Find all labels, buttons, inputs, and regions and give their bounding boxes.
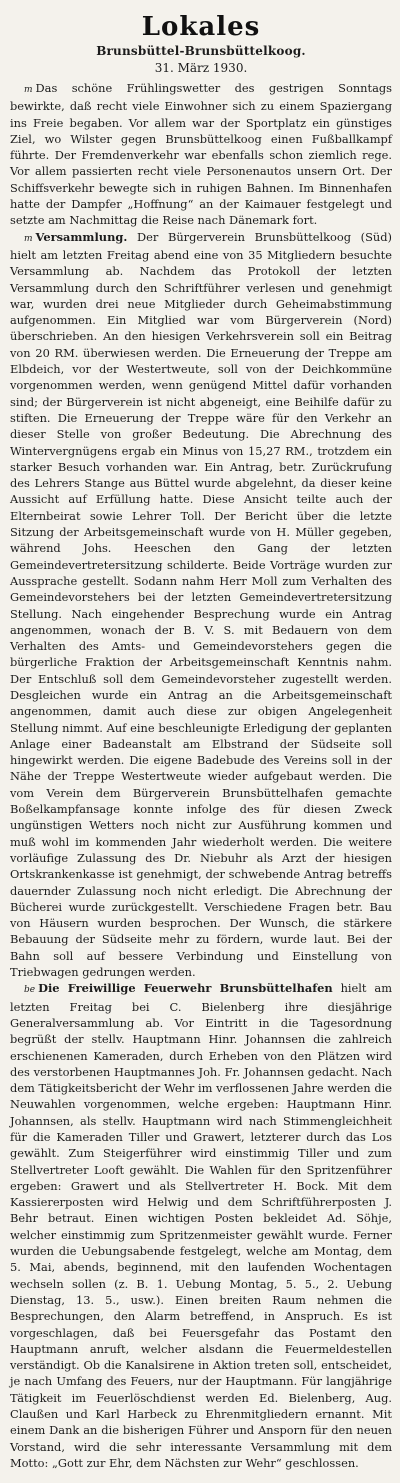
section-subtitle: Brunsbüttel-Brunsbüttelkoog. bbox=[96, 44, 306, 58]
section-date: 31. März 1930. bbox=[154, 61, 248, 75]
article-signature: be bbox=[24, 985, 36, 996]
article-fire-brigade bbox=[10, 980, 392, 1471]
article-body: hielt am letzten Freitag bei C. Bielenberg ihre diesjährige Generalversammlung ab. Vor Eintritt in die Tagesordnung begrüßt der stellv. Hauptmann Hinr. Johannsen die zahlreich erschienenen Kameraden, durch Erheben von den Plätzen wird des verstorbenen Hauptmannes Joh. Fr. Johannsen gedacht. Nach dem Tätigkeitsbericht der Wehr im verflossenen Jahre werden die Neuwahlen vorgenommen, welche ergeben: Hauptmann Hinr. Johannsen, als stellv. Hauptmann wird nach Stimmengleichheit für die Kameraden Tiller und Grawert, letzterer durch das Los gewählt. Zum Steigerführer wird einstimmig Tiller und zum Stellvertreter Looft gewählt. Die Wahlen für den Spritzenführer ergeben: Grawert und als Stellvertreter H. Bock. Mit dem Kassiererposten wird Helwig und dem Schriftführerposten J. Behr betraut. Einen wichtigen Posten bekleidet Ad. Söhje, welcher einstimmig zum Spritzenmeister gewählt wurde. Ferner wurden die Uebungsabende festgelegt, welche am Montag, dem 5. Mai, abends, beginnend, mit den laufenden Wochentagen wechseln sollen (z. B. 1. Uebung Montag, 5. 5., 2. Uebung Dienstag, 13. 5., usw.). Einen breiten Raum nehmen die Besprechungen, den Alarm betreffend, in Anspruch. Es ist vorgeschlagen, daß bei Feuersgefahr das Postamt den Hauptmann anruft, welcher alsdann die Feuermeldestellen verständigt. Ob die Kanalsirene in Aktion treten soll, entscheidet, je nach Umfang des Feuers, nur der Hauptmann. Für langjährige Tätigkeit im Feuerlöschdienst werden Ed. Bielenberg, Aug. Claußen und Karl Harbeck zu Ehrenmitgliedern ernannt. Mit einem Dank an die bisherigen Führer und Ansporn für den neuen Vorstand, wird die sehr interessante Versammlung mit dem Motto: „Gott zur Ehr, dem Nächsten zur Wehr“ geschlossen. bbox=[10, 981, 392, 1470]
article-weather bbox=[10, 80, 392, 229]
section-title: Lokales bbox=[141, 12, 261, 42]
article-signature: m bbox=[24, 85, 33, 95]
article-lead: Die Freiwillige Feuerwehr Brunsbüttelhafen bbox=[38, 981, 333, 996]
article-signature: m bbox=[24, 233, 33, 244]
article-lead: Versammlung. bbox=[35, 229, 128, 244]
article-body: Der Bürgerverein Brunsbüttelkoog (Süd) hielt am letzten Freitag abend eine von 35 Mitgliedern besuchte Versammlung ab. Nachdem das Protokoll der letzten Versammlung durch den Schriftführer verlesen und genehmigt war, wurden drei neue Mitglieder durch Geheimabstimmung aufgenommen. Ein Mitglied war vom Bürgerverein (Nord) überschrieben. An den hiesigen Verkehrsverein soll ein Beitrag von 20 RM. überwiesen werden. Die Erneuerung der Treppe am Elbdeich, vor der Westertweute, soll von der Deichkommüne vorgenommen werden, wenn genügend Mittel dafür vorhanden sind; der Bürgerverein ist nicht abgeneigt, eine Beihilfe dafür zu stiften. Die Erneuerung der Treppe wäre für den Verkehr an dieser Stelle von großer Bedeutung. Die Abrechnung des Wintervergnügens ergab ein Minus von 15,27 RM., trotzdem ein starker Besuch vorhanden war. Ein Antrag, betr. Zurückrufung des Lehrers Stange aus Büttel wurde abgelehnt, da dieser keine Aussicht auf Erfüllung hatte. Diese Ansicht teilte auch der Elternbeirat sowie Lehrer Toll. Der Bericht über die letzte Sitzung der Arbeitsgemeinschaft wurde von H. Müller gegeben, während Johs. Heeschen den Gang der letzten Gemeindevertretersitzung schilderte. Beide Vorträge wurden zur Aussprache gestellt. Sodann nahm Herr Moll zum Verhalten des Gemeindevorstehers bei der letzten Gemeindevertretersitzung Stellung. Nach eingehender Besprechung wurde ein Antrag angenommen, wonach der B. V. S. mit Bedauern von dem Verhalten des Amts- und Gemeindevorstehers gegen die bürgerliche Fraktion der Arbeitsgemeinschaft Kenntnis nahm. Der Entschluß soll dem Gemeindevorsteher zugestellt werden. Desgleichen wurde ein Antrag an die Arbeitsgemeinschaft angenommen, damit auch diese zur obigen Angelegenheit Stellung nimmt. Auf eine beschleunigte Erledigung der geplanten Anlage einer Badeanstalt am Elbstrand der Südseite soll hingewirkt werden. Die eigene Badebude des Vereins soll in der Nähe der Treppe Westertweute wieder aufgebaut werden. Die vom Verein dem Bürgerverein Brunsbüttelhafen gemachte Boßelkampfansage konnte infolge des für diesen Zweck ungünstigen Wetters noch nicht zur Ausführung kommen und muß wohl im kommenden Jahr wiederholt werden. Die weitere vorläufige Zulassung des Dr. Niebuhr als Arzt der hiesigen Ortskrankenkasse ist genehmigt, der schwebende Antrag betreffs dauernder Zulassung noch nicht erledigt. Die Abrechnung der Bücherei wurde zurückgestellt. Verschiedene Fragen betr. Bau von Häusern wurden besprochen. Der Wunsch, die stärkere Bebauung der Südseite mehr zu fördern, wurde laut. Bei der Bahn soll auf bessere Verbindung und Einstellung von Triebwagen gedrungen werden. bbox=[10, 229, 392, 980]
article-body: Das schöne Frühlingswetter des gestrigen Sonntags bewirkte, daß recht viele Einwohner sich zu einem Spaziergang ins Freie begaben. Vor allem war der Sportplatz ein günstiges Ziel, wo Wilster gegen Brunsbüttelkoog einen Fußballkampf führte. Der Fremdenverkehr war ebenfalls schon ziemlich rege. Vor allem passierten recht viele Personenautos unsern Ort. Der Schiffsverkehr bewegte sich in ruhigen Bahnen. Im Binnenhafen hatte der Dampfer „Hoffnung“ an der Kaimauer festgelegt und setzte am Nachmittag die Reise nach Dänemark fort. bbox=[10, 81, 392, 228]
article-meeting bbox=[10, 229, 392, 981]
